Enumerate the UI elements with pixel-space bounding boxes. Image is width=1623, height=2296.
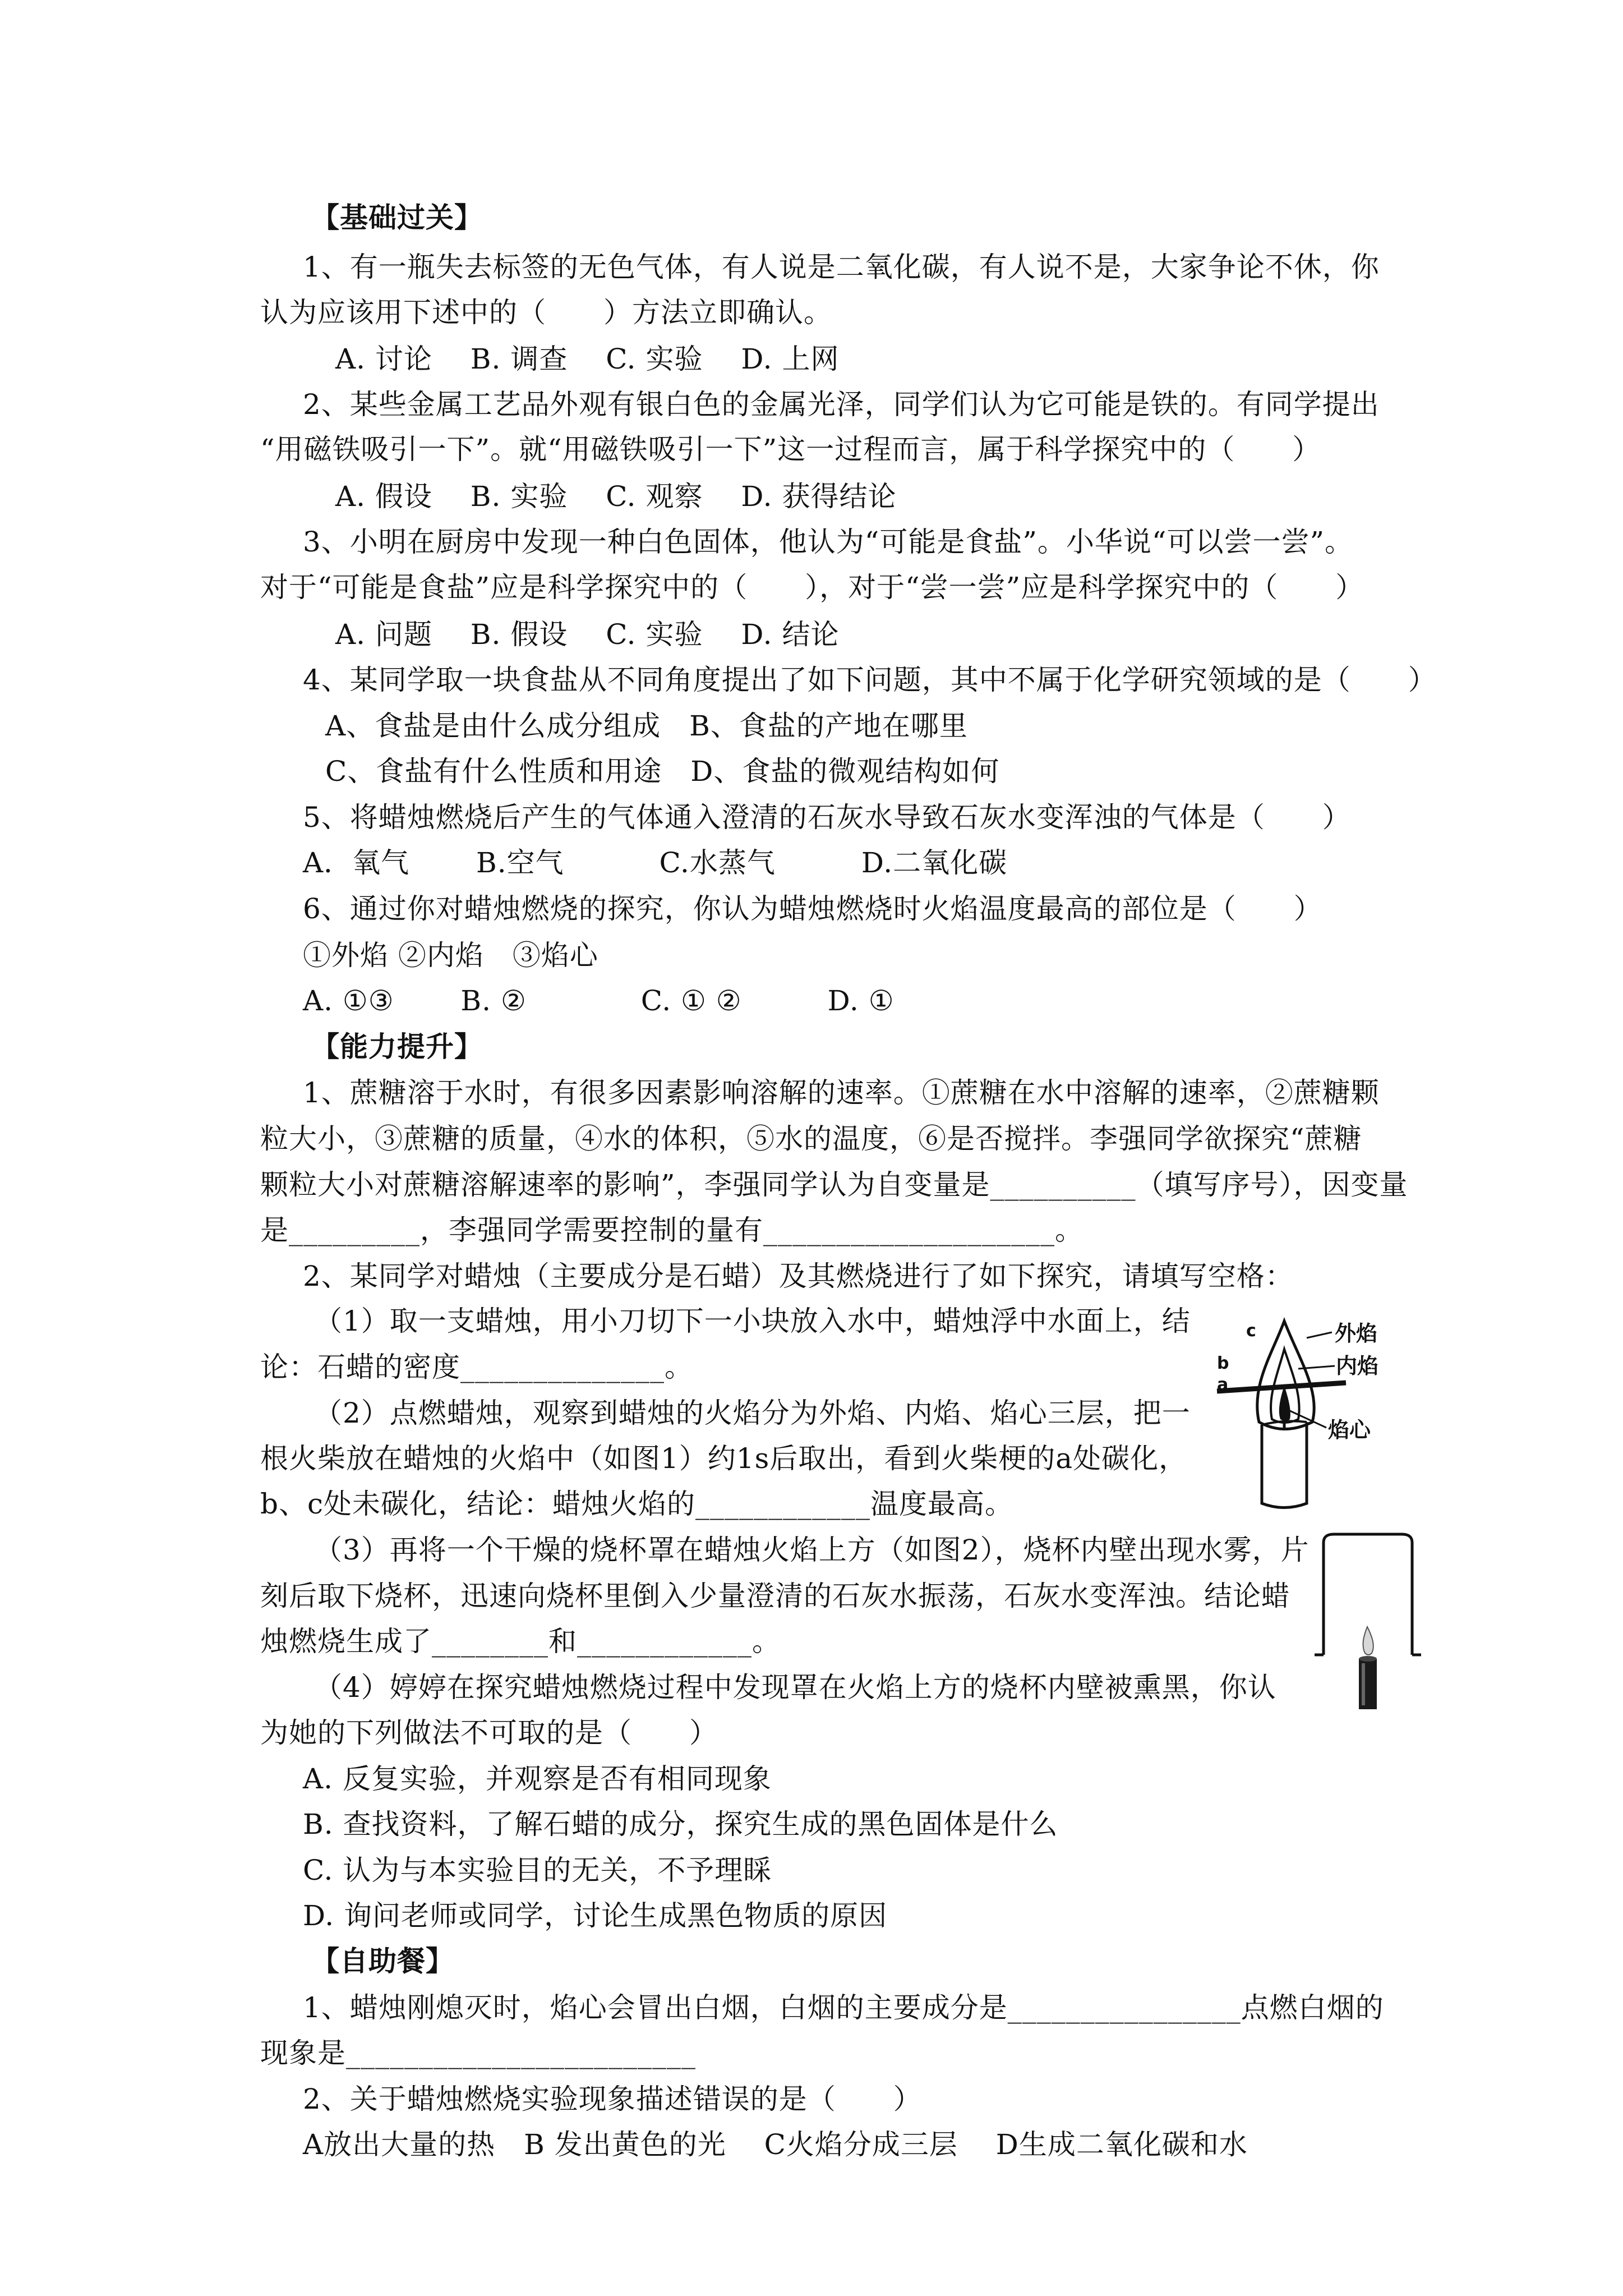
ability-q2-part1-line2: 论：石蜡的密度______________。	[260, 1351, 693, 1383]
basic-q3-stem-line2: 对于“可能是食盐”应是科学探究中的（ ），对于“尝一尝”应是科学探究中的（ ）	[260, 571, 1364, 604]
ability-q2-option-a: A. 反复实验，并观察是否有相同现象	[303, 1763, 772, 1795]
ability-q1-line4: 是_________，李强同学需要控制的量有____________________。	[260, 1214, 1083, 1246]
ability-q1-line3: 颗粒大小对蔗糖溶解速率的影响”，李强同学认为自变量是__________（填写序号），因变量	[260, 1168, 1408, 1201]
ability-q2-option-b: B. 查找资料，了解石蜡的成分，探究生成的黑色固体是什么	[303, 1808, 1058, 1841]
basic-q1-stem-line1: 1、有一瓶失去标签的无色气体，有人说是二氧化碳，有人说不是，大家争论不休，你	[303, 251, 1380, 283]
ability-q2-part4-line1: （4）婷婷在探究蜡烛燃烧过程中发现罩在火焰上方的烧杯内壁被熏黑，你认	[314, 1671, 1276, 1704]
figure1-label-inner-flame: 内焰	[1336, 1354, 1379, 1378]
ability-q2-part1-line1: （1）取一支蜡烛，用小刀切下一小块放入水中，蜡烛浮中水面上，结	[314, 1305, 1191, 1337]
ability-q1-line1: 1、蔗糖溶于水时，有很多因素影响溶解的速率。①蔗糖在水中溶解的速率，②蔗糖颗	[303, 1076, 1380, 1109]
buffet-q2-options: A放出大量的热 B 发出黄色的光 C火焰分成三层 D生成二氧化碳和水	[303, 2128, 1248, 2161]
figure-candle-flame-match	[1206, 1307, 1408, 1515]
basic-q1-options: A. 讨论 B. 调查 C. 实验 D. 上网	[335, 343, 840, 375]
basic-q2-stem-line1: 2、某些金属工艺品外观有银白色的金属光泽，同学们认为它可能是铁的。有同学提出	[303, 388, 1380, 421]
figure1-label-outer-flame: 外焰	[1335, 1321, 1378, 1346]
basic-q1-stem-line2: 认为应该用下述中的（ ）方法立即确认。	[260, 296, 832, 329]
basic-q4-options-line2: C、食盐有什么性质和用途 D、食盐的微观结构如何	[325, 755, 1000, 788]
basic-q5-stem: 5、将蜡烛燃烧后产生的气体通入澄清的石灰水导致石灰水变浑浊的气体是（ ）	[303, 801, 1351, 834]
figure1-label-a: a	[1217, 1375, 1229, 1395]
figure1-label-b: b	[1217, 1354, 1229, 1373]
ability-q2-part3-line2: 刻后取下烧杯，迅速向烧杯里倒入少量澄清的石灰水振荡，石灰水变浑浊。结论蜡	[260, 1580, 1290, 1612]
figure1-label-flame-core: 焰心	[1328, 1418, 1371, 1442]
ability-q2-part3-line1: （3）再将一个干燥的烧杯罩在蜡烛火焰上方（如图2），烧杯内壁出现水雾，片	[314, 1534, 1310, 1566]
section-heading-ability: 【能力提升】	[311, 1030, 483, 1063]
buffet-q1-line1: 1、蜡烛刚熄灭时，焰心会冒出白烟，白烟的主要成分是________________点燃白烟的	[303, 1991, 1384, 2024]
basic-q6-items: ①外焰 ②内焰 ③焰心	[303, 939, 598, 972]
basic-q4-stem: 4、某同学取一块食盐从不同角度提出了如下问题，其中不属于化学研究领域的是（ ）	[303, 664, 1437, 696]
section-heading-buffet: 【自助餐】	[311, 1944, 454, 1977]
figure1-label-c: c	[1246, 1321, 1256, 1341]
ability-q2-intro: 2、某同学对蜡烛（主要成分是石蜡）及其燃烧进行了如下探究，请填写空格：	[303, 1260, 1294, 1292]
basic-q2-stem-line2: “用磁铁吸引一下”。就“用磁铁吸引一下”这一过程而言，属于科学探究中的（ ）	[260, 433, 1321, 466]
buffet-q1-line2: 现象是________________________	[260, 2037, 696, 2069]
basic-q4-options-line1: A、食盐是由什么成分组成 B、食盐的产地在哪里	[325, 710, 968, 742]
basic-q6-stem: 6、通过你对蜡烛燃烧的探究，你认为蜡烛燃烧时火焰温度最高的部位是（ ）	[303, 892, 1322, 925]
ability-q2-part2-line3: b、c处未碳化，结论：蜡烛火焰的____________温度最高。	[260, 1488, 1014, 1520]
ability-q1-line2: 粒大小，③蔗糖的质量，④水的体积，⑤水的温度，⑥是否搅拌。李强同学欲探究“蔗糖	[260, 1122, 1362, 1155]
ability-q2-part3-line3: 烛燃烧生成了________和____________。	[260, 1625, 781, 1658]
ability-q2-part2-line2: 根火柴放在蜡烛的火焰中（如图1）约1s后取出，看到火柴梗的a处碳化，	[260, 1442, 1188, 1475]
buffet-q2-stem: 2、关于蜡烛燃烧实验现象描述错误的是（ ）	[303, 2083, 922, 2115]
ability-q2-part4-line2: 为她的下列做法不可取的是（ ）	[260, 1717, 718, 1749]
basic-q2-options: A. 假设 B. 实验 C. 观察 D. 获得结论	[335, 480, 897, 513]
basic-q6-options: A. ①③ B. ② C. ① ② D. ①	[303, 984, 895, 1017]
ability-q2-part2-line1: （2）点燃蜡烛，观察到蜡烛的火焰分为外焰、内焰、焰心三层，把一	[314, 1397, 1191, 1429]
basic-q5-options: A．氧气 B.空气 C.水蒸气 D.二氧化碳	[303, 846, 1008, 879]
figure-beaker-over-candle	[1307, 1523, 1430, 1714]
ability-q2-option-c: C. 认为与本实验目的无关，不予理睬	[303, 1854, 772, 1887]
basic-q3-options: A. 问题 B. 假设 C. 实验 D. 结论	[335, 618, 840, 651]
basic-q3-stem-line1: 3、小明在厨房中发现一种白色固体，他认为“可能是食盐”。小华说“可以尝一尝”。	[303, 526, 1354, 558]
ability-q2-option-d: D. 询问老师或同学，讨论生成黑色物质的原因	[303, 1899, 888, 1932]
section-heading-basic: 【基础过关】	[311, 201, 483, 234]
